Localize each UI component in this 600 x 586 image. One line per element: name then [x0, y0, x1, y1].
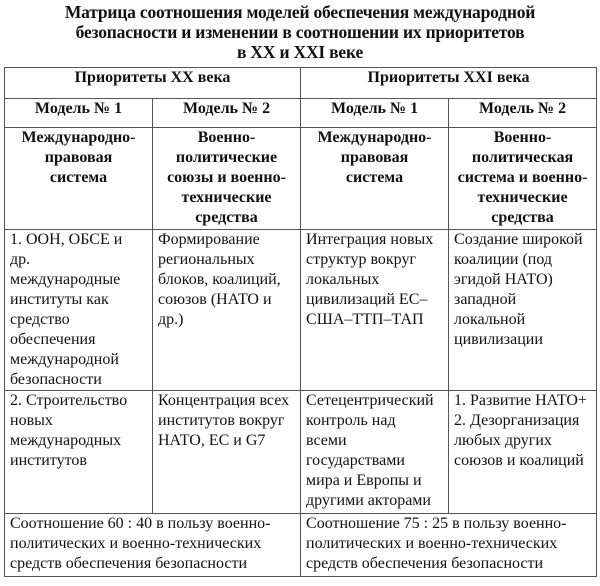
cell-text-line: технические [181, 189, 272, 206]
cell-text-line: Международно- [21, 129, 136, 146]
cell-text-line: международных [10, 432, 122, 449]
cell-text-line: др. [10, 251, 31, 268]
table-cell [449, 391, 597, 514]
cell-text-line: международной [10, 351, 119, 368]
cell-text-line: Сетецентрический [306, 392, 434, 409]
cell-text-line: другими акторами [306, 492, 431, 509]
table-cell [5, 391, 153, 514]
cell-text-line: Интеграция новых [306, 231, 434, 248]
cell-text-line: политических и военно-технических [306, 535, 558, 552]
cell-text-line: контроль над [306, 412, 396, 429]
cell-text-line: средства [491, 209, 554, 226]
model-header: Модель № 1 [301, 99, 449, 128]
system-header [301, 128, 449, 230]
cell-text-line: средства [195, 209, 258, 226]
cell-text-line: технические [477, 189, 568, 206]
cell-text-line: система и военно- [457, 169, 588, 186]
cell-text-line: институтов вокруг [158, 412, 285, 429]
cell-text-line: обеспечения [10, 331, 96, 348]
table-cell [5, 230, 153, 391]
ratio-cell-xx [5, 514, 301, 577]
table-cell [153, 391, 301, 514]
cell-text-line: США–ТТП–ТАП [306, 311, 424, 328]
cell-text-line: западной [454, 291, 517, 308]
cell-text-line: структур вокруг [306, 251, 417, 268]
model-header: Модель № 2 [449, 99, 597, 128]
system-header [5, 128, 153, 230]
cell-text-line: цивилизации [454, 331, 543, 348]
cell-text-line: локальной [454, 311, 526, 328]
cell-text-line: Военно- [493, 129, 552, 146]
period-header-xx: Приоритеты XX века [5, 68, 301, 99]
cell-text-line: новых [10, 412, 53, 429]
cell-text-line: политических и военно-технических [10, 535, 262, 552]
cell-text-line: правовая [340, 149, 409, 166]
model-header: Модель № 1 [5, 99, 153, 128]
cell-text-line: локальных [306, 271, 380, 288]
table-cell [301, 230, 449, 391]
ratio-row [5, 514, 597, 577]
table-cell [301, 391, 449, 514]
table-row [5, 391, 597, 514]
cell-text-line: правовая [44, 149, 113, 166]
table-cell [153, 230, 301, 391]
table-cell [449, 230, 597, 391]
cell-text-line: Создание широкой [454, 231, 583, 248]
cell-text-line: Международно- [317, 129, 432, 146]
cell-text-line: блоков, коалиций, [158, 271, 281, 288]
cell-text-line: всеми [306, 432, 347, 449]
cell-text-line: государствами [306, 452, 405, 469]
cell-text-line: система [49, 169, 108, 186]
cell-text-line: любых других [454, 432, 552, 449]
cell-text-line: система [345, 169, 404, 186]
cell-text-line: союзов и коалиций [454, 452, 584, 469]
cell-text-line: Военно- [197, 129, 256, 146]
cell-text-line: цивилизаций ЕС– [306, 291, 428, 308]
cell-text-line: 2. Дезорганизация [454, 412, 580, 429]
cell-text-line: средств обеспечения безопасности [10, 555, 248, 572]
cell-text-line: мира и Европы и [306, 472, 422, 489]
cell-text-line: Соотношение 75 : 25 в пользу военно- [306, 515, 567, 532]
cell-text-line: международные [10, 271, 121, 288]
period-header-row [5, 68, 597, 99]
cell-text-line: эгидой НАТО) [454, 271, 553, 288]
system-header [449, 128, 597, 230]
cell-text-line: 1. ООН, ОБСЕ и [10, 231, 123, 248]
cell-text-line: коалиции (под [454, 251, 553, 268]
cell-text-line: 2. Строительство [10, 392, 128, 409]
model-header: Модель № 2 [153, 99, 301, 128]
period-header-xxi: Приоритеты XXI века [301, 68, 597, 99]
cell-text-line: Формирование [158, 231, 260, 248]
security-models-matrix [4, 67, 597, 577]
cell-text-line: Концентрация всех [158, 392, 290, 409]
document-title [0, 2, 600, 62]
cell-text-line: политическая [471, 149, 574, 166]
cell-text-line: НАТО, ЕС и G7 [158, 432, 266, 449]
ratio-cell-xxi [301, 514, 597, 577]
cell-text-line: 1. Развитие НАТО+ [454, 392, 587, 409]
cell-text-line: Соотношение 60 : 40 в пользу военно- [10, 515, 271, 532]
cell-text-line: институты как [10, 291, 109, 308]
cell-text-line: безопасности [10, 371, 102, 388]
cell-text-line: средство [10, 311, 70, 328]
cell-text-line: институтов [10, 452, 87, 469]
cell-text-line: средств обеспечения безопасности [306, 555, 544, 572]
cell-text-line: региональных [158, 251, 255, 268]
model-header-row [5, 99, 597, 128]
cell-text-line: союзов (НАТО и [158, 291, 272, 308]
system-header-row [5, 128, 597, 230]
title-line: Матрица соотношения моделей обеспечения международной [64, 2, 536, 22]
title-line: безопасности и изменении в соотношении их приоритетов [75, 22, 525, 42]
system-header [153, 128, 301, 230]
cell-text-line: политические [175, 149, 278, 166]
cell-text-line: союзы и военно- [167, 169, 286, 186]
table-row [5, 230, 597, 391]
title-line: в XX и XXI веке [236, 42, 364, 62]
cell-text-line: др.) [158, 311, 184, 328]
